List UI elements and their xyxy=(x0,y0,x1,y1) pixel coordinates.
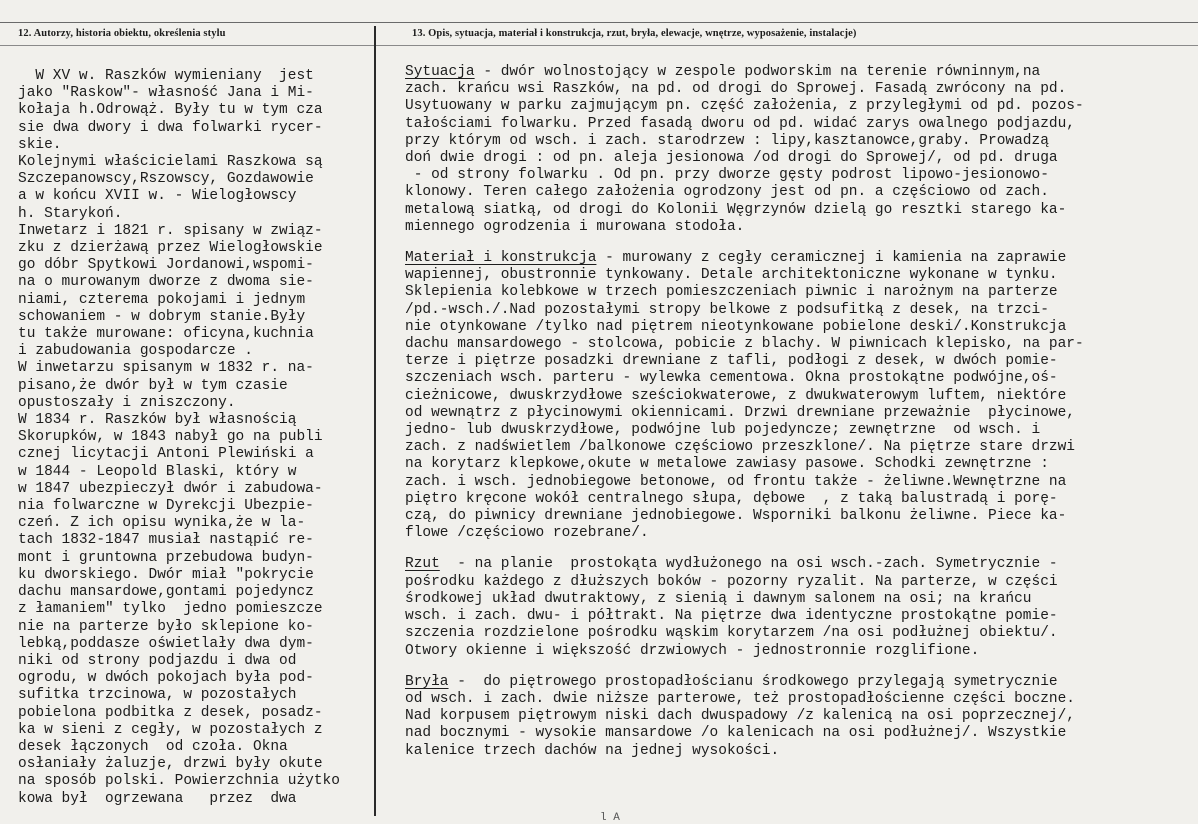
text-line: zach. krańcu wsi Raszków, na pd. od drogi do Sprowej. Fasadą zwrócony na pd. xyxy=(405,81,1067,98)
section-first-line xyxy=(405,250,1195,267)
text-line: flowe /częściowo rozebrane/. xyxy=(405,525,649,542)
text-line: na o murowanym dworze z dwoma sie- xyxy=(18,274,314,291)
section-rzut xyxy=(405,556,1195,659)
section-heading: Rzut xyxy=(405,556,440,573)
text-line: Inwetarz i 1821 r. spisany w związ- xyxy=(18,222,323,239)
description-text xyxy=(405,64,1195,760)
text-line: Nad korpusem piętrowym niski dach dwuspadowy /z kalenicą na osi poprzecznej/, xyxy=(405,708,1076,725)
text-line: tach 1832-1847 musiał nastąpić re- xyxy=(18,532,314,549)
text-line: Sklepienia kolebkowe w trzech pomieszczeniach piwnic i narożnym na parterze xyxy=(405,284,1058,301)
text-line: W 1834 r. Raszków był własnością xyxy=(18,412,297,429)
text-line: W XV w. Raszków wymieniany jest xyxy=(18,68,314,84)
text-line: zku z dzierżawą przez Wielogłowskie xyxy=(18,240,323,257)
text-line: od wewnątrz z płycinowymi okiennicami. Drzwi drewniane przeważnie płycinowe, xyxy=(405,404,1076,421)
header-rule xyxy=(0,45,1198,46)
text-line: dachu mansardowe,gontami pojedyncz xyxy=(18,584,314,601)
text-line: pośrodku każdego z dłuższych boków - pozorny ryzalit. Na parterze, w części xyxy=(405,573,1058,590)
text-line: nie otynkowane /tylko nad piętrem nieotynkowane pobielone deski/.Konstrukcja xyxy=(405,318,1067,335)
text-line: niami, czterema pokojami i jednym xyxy=(18,291,306,308)
text-line: wapiennej, obustronnie tynkowany. Detale architektoniczne wykonane w tynku. xyxy=(405,267,1058,284)
text-line: pobielona podbitka z desek, posadz- xyxy=(18,704,323,721)
text-line: a w końcu XVII w. - Wielogłowscy xyxy=(18,188,297,205)
section-heading: Sytuacja xyxy=(405,64,475,80)
text-line: wsch. i zach. dwu- i półtrakt. Na piętrze dwa identyczne prostokątne pomie- xyxy=(405,608,1058,625)
text-line: Kolejnymi właścicielami Raszkowa są xyxy=(18,154,323,171)
text-line: niki od strony podjazdu i dwa od xyxy=(18,652,297,669)
section-bryła xyxy=(405,674,1195,760)
text-line: terze i piętrze posadzki drewniane z tafli, podłogi z desek, w dwóch pomie- xyxy=(405,353,1058,370)
text-line: Szczepanowscy,Rszowscy, Gozdawowie xyxy=(18,171,314,188)
text-line: nia folwarczne w Dyrekcji Ubezpie- xyxy=(18,498,314,515)
text-line: zach. z nadświetlem /balkonowe częściowo przeszklone/. Na piętrze stare drzwi xyxy=(405,439,1076,456)
top-rule xyxy=(0,22,1198,23)
text-line: W inwetarzu spisanym w 1832 r. na- xyxy=(18,360,314,377)
text-line: sufitka trzcinowa, w pozostałych xyxy=(18,687,297,704)
text-line: jedno- lub dwuskrzydłowe, podwójne lub pojedyncze; zewnętrzne od wsch. i xyxy=(405,422,1041,439)
text-line: kowa był ogrzewana przez dwa xyxy=(18,790,297,807)
text-line: sie dwa dwory i dwa folwarki rycer- xyxy=(18,119,323,136)
text-line: dachu mansardowego - stolcowa, pobicie z blachy. W piwnicach klepisko, na par- xyxy=(405,336,1084,353)
text-line: schowaniem - w dobrym stanie.Były xyxy=(18,308,306,325)
text-line: kołaja h.Odrowąż. Były tu w tym cza xyxy=(18,102,323,119)
text-line: Otwory okienne i większość drzwiowych - jednostronnie rozglifione. xyxy=(405,642,980,659)
section-first-line xyxy=(405,64,1195,81)
text-line: tałościami folwarku. Przed fasadą dworu od pd. widać zarys owalnego podjazdu, xyxy=(405,115,1076,132)
text-line: cznej licytacji Antoni Plewiński a xyxy=(18,446,314,463)
text-line: z łamaniem" tylko jedno pomieszcze xyxy=(18,601,323,618)
text-fragment: - na planie prostokąta wydłużonego na osi wsch.-zach. Symetrycznie - xyxy=(439,556,1058,573)
text-line: środkowej układ dwutraktowy, z sienią i dawnym salonem na osi; na krańcu xyxy=(405,590,1032,607)
text-line: i zabudowania gospodarcze . xyxy=(18,343,253,360)
column-divider xyxy=(374,26,376,816)
text-line: h. Starykoń. xyxy=(18,205,123,222)
section-first-line xyxy=(405,674,1195,691)
text-line: lebką,poddasze oświetlały dwa dym- xyxy=(18,635,314,652)
text-line: ka w sieni z cegły, w pozostałych z xyxy=(18,721,323,738)
text-line: metalową siatką, od drogi do Kolonii Węgrzynów dzielą go resztki starego ka- xyxy=(405,201,1067,218)
text-line: w 1847 ubezpieczył dwór i zabudowa- xyxy=(18,480,323,497)
page-mark: l A xyxy=(600,812,620,824)
text-line: miennego ogrodzenia i murowana stodoła. xyxy=(405,218,745,235)
text-line: czeń. Z ich opisu wynika,że w la- xyxy=(18,515,306,532)
text-fragment: - murowany z cegły ceramicznej i kamienia na zaprawie xyxy=(596,250,1067,267)
text-line: przy którym od wsch. i zach. starodrzew : lipy,kasztanowce,graby. Prowadzą xyxy=(405,132,1049,149)
text-line: klonowy. Teren całego założenia ogrodzony jest od pn. a częściowo od zach. xyxy=(405,184,1049,201)
text-line: osłaniały żaluzje, drzwi były okute xyxy=(18,756,323,773)
text-line: cieżnicowe, dwuskrzydłowe sześciokwaterowe, z dwukwaterowym luftem, niektóre xyxy=(405,387,1067,404)
left-column-title: 12. Autorzy, historia obiektu, określenia stylu xyxy=(18,28,226,39)
text-line: czą, do piwnicy drewniane jednobiegowe. Wsporniki balkonu żeliwne. Piece ka- xyxy=(405,508,1067,525)
history-text xyxy=(18,68,370,808)
text-line: go dóbr Spytkowi Jordanowi,wspomi- xyxy=(18,257,314,274)
text-line: Skorupków, w 1843 nabył go na publi xyxy=(18,429,323,446)
right-column-title: 13. Opis, sytuacja, materiał i konstrukcja, rzut, bryła, elewacje, wnętrze, wyposażenie, instalacje) xyxy=(412,28,857,39)
text-line: doń dwie drogi : od pn. aleja jesionowa /od drogi do Sprowej/, od pd. druga xyxy=(405,150,1058,167)
text-fragment: - dwór wolnostojący w zespole podworskim na terenie równinnym,na xyxy=(474,64,1041,80)
text-line: kalenice trzech dachów na jednej wysokości. xyxy=(405,742,780,759)
text-line: /pd.-wsch./.Nad pozostałymi stropy belkowe z podsufitką z desek, na trzci- xyxy=(405,301,1049,318)
text-line: na korytarz klepkowe,okute w metalowe zawiasy pasowe. Schodki zewnętrzne : xyxy=(405,456,1049,473)
section-sytuacja xyxy=(405,64,1195,236)
text-line: nie na parterze było sklepione ko- xyxy=(18,618,314,635)
text-fragment: - do piętrowego prostopadłościanu środkowego przylegają symetrycznie xyxy=(448,673,1058,690)
text-line: opustoszały i zniszczony. xyxy=(18,394,236,411)
text-line: szczeniach wsch. parteru - wylewka cementowa. Okna prostokątne podwójne,oś- xyxy=(405,370,1058,387)
text-line: na sposób polski. Powierzchnia użytko xyxy=(18,773,340,790)
text-line: Usytuowany w parku zajmującym pn. część założenia, z przyległymi od pd. pozos- xyxy=(405,98,1084,115)
section-heading: Materiał i konstrukcja xyxy=(405,250,597,267)
text-line: ku dworskiego. Dwór miał "pokrycie xyxy=(18,566,314,583)
text-line: od wsch. i zach. dwie niższe parterowe, też prostopadłościenne części boczne. xyxy=(405,690,1076,707)
text-line: skie. xyxy=(18,136,62,153)
section-first-line xyxy=(405,556,1195,573)
section-materiał-i-konstrukcja xyxy=(405,250,1195,542)
text-line: tu także murowane: oficyna,kuchnia xyxy=(18,326,314,343)
text-line: - od strony folwarku . Od pn. przy dworze gęsty podrost lipowo-jesionowo- xyxy=(405,167,1049,184)
text-line: mont i gruntowna przebudowa budyn- xyxy=(18,549,314,566)
section-heading: Bryła xyxy=(405,673,449,690)
text-line: nad bocznymi - wysokie mansardowe /o kalenicach na osi podłużnej/. Wszystkie xyxy=(405,725,1067,742)
text-line: w 1844 - Leopold Blaski, który w xyxy=(18,463,297,480)
text-line: zach. i wsch. jednobiegowe betonowe, od frontu także - żeliwne.Wewnętrzne na xyxy=(405,473,1067,490)
text-line: szczenia rozdzielone pośrodku wąskim korytarzem /na osi podłużnej obiektu/. xyxy=(405,625,1058,642)
text-line: jako "Raskow"- własność Jana i Mi- xyxy=(18,85,314,102)
text-line: ogrodu, w dwóch pokojach była pod- xyxy=(18,670,314,687)
text-line: piętro kręcone wokół centralnego słupa, dębowe , z taką balustradą i porę- xyxy=(405,490,1058,507)
text-line: desek łączonych od czoła. Okna xyxy=(18,738,288,755)
text-line: pisano,że dwór był w tym czasie xyxy=(18,377,288,394)
